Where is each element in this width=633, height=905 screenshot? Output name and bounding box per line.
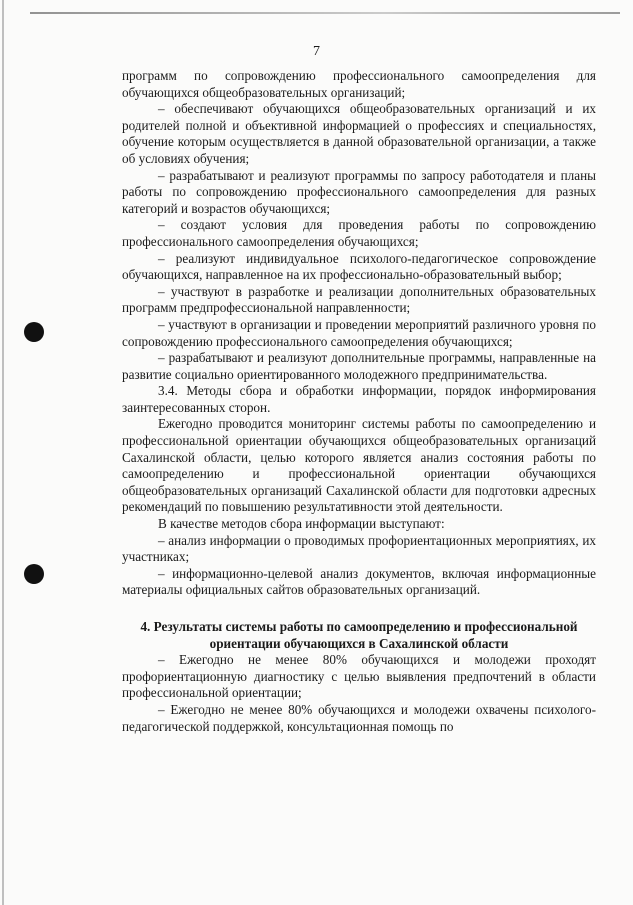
list-item: – участвуют в организации и проведении мероприятий различного уровня по сопровождению профессионального самоопределения обучающихся;: [122, 316, 596, 349]
list-item: – участвуют в разработке и реализации дополнительных образовательных программ предпрофессиональной направленности;: [122, 283, 596, 316]
list-item: – анализ информации о проводимых профориентационных мероприятиях, их участниках;: [122, 532, 596, 565]
list-item: – разрабатывают и реализуют дополнительные программы, направленные на развитие социально ориентированного молодежного предпринимательства.: [122, 350, 596, 382]
scan-edge-left: [2, 0, 4, 905]
list-item: – создают условия для проведения работы по сопровождению профессионального самоопределения обучающихся;: [122, 217, 596, 249]
paragraph: программ по сопровождению профессионального самоопределения для обучающихся общеобразовательных организаций;: [122, 68, 596, 100]
paragraph: Ежегодно проводится мониторинг системы работы по самоопределению и профессиональной ориентации обучающихся общеобразовательных организаций Сахалинской области, целью которого является анализ состояния работы по самоопределению и профессиональной ориентации обучающихся общеобразовательных организаций Сахалинской области для подготовки адресных рекомендаций по повышению результативности этой деятельности.: [122, 416, 596, 515]
punch-hole: [24, 564, 44, 584]
paragraph: 3.4. Методы сбора и обработки информации, порядок информирования заинтересованных сторон.: [122, 383, 596, 415]
list-item: – Ежегодно не менее 80% обучающихся и молодежи проходят профориентационную диагностику с целью выявления предпочтений в области профессиональной ориентации;: [122, 652, 596, 701]
list-item: – Ежегодно не менее 80% обучающихся и молодежи охвачены психолого-педагогической поддержкой, консультационная помощь по: [122, 701, 596, 734]
list-item: – разрабатывают и реализуют программы по запросу работодателя и планы работы по сопровождению профессионального самоопределения для разных категорий и возрастов обучающихся;: [122, 167, 596, 216]
punch-hole: [24, 322, 44, 342]
section-heading: 4. Результаты системы работы по самоопределению и профессиональной ориентации обучающихся в Сахалинской области: [140, 619, 578, 651]
page-number: 7: [313, 44, 320, 59]
scan-edge-top: [30, 12, 620, 14]
document-body: [122, 68, 596, 735]
list-item: – информационно-целевой анализ документов, включая информационные материалы официальных сайтов образовательных организаций.: [122, 565, 596, 598]
list-item: – реализуют индивидуальное психолого-педагогическое сопровождение обучающихся, направленное на их профессионально-образовательный выбор;: [122, 250, 596, 283]
paragraph: В качестве методов сбора информации выступают:: [158, 516, 445, 532]
list-item: – обеспечивают обучающихся общеобразовательных организаций и их родителей полной и объективной информацией о профессиях и специальностях, обучение которым осуществляется в данной образовательной организации, а также об условиях обучения;: [122, 101, 596, 166]
